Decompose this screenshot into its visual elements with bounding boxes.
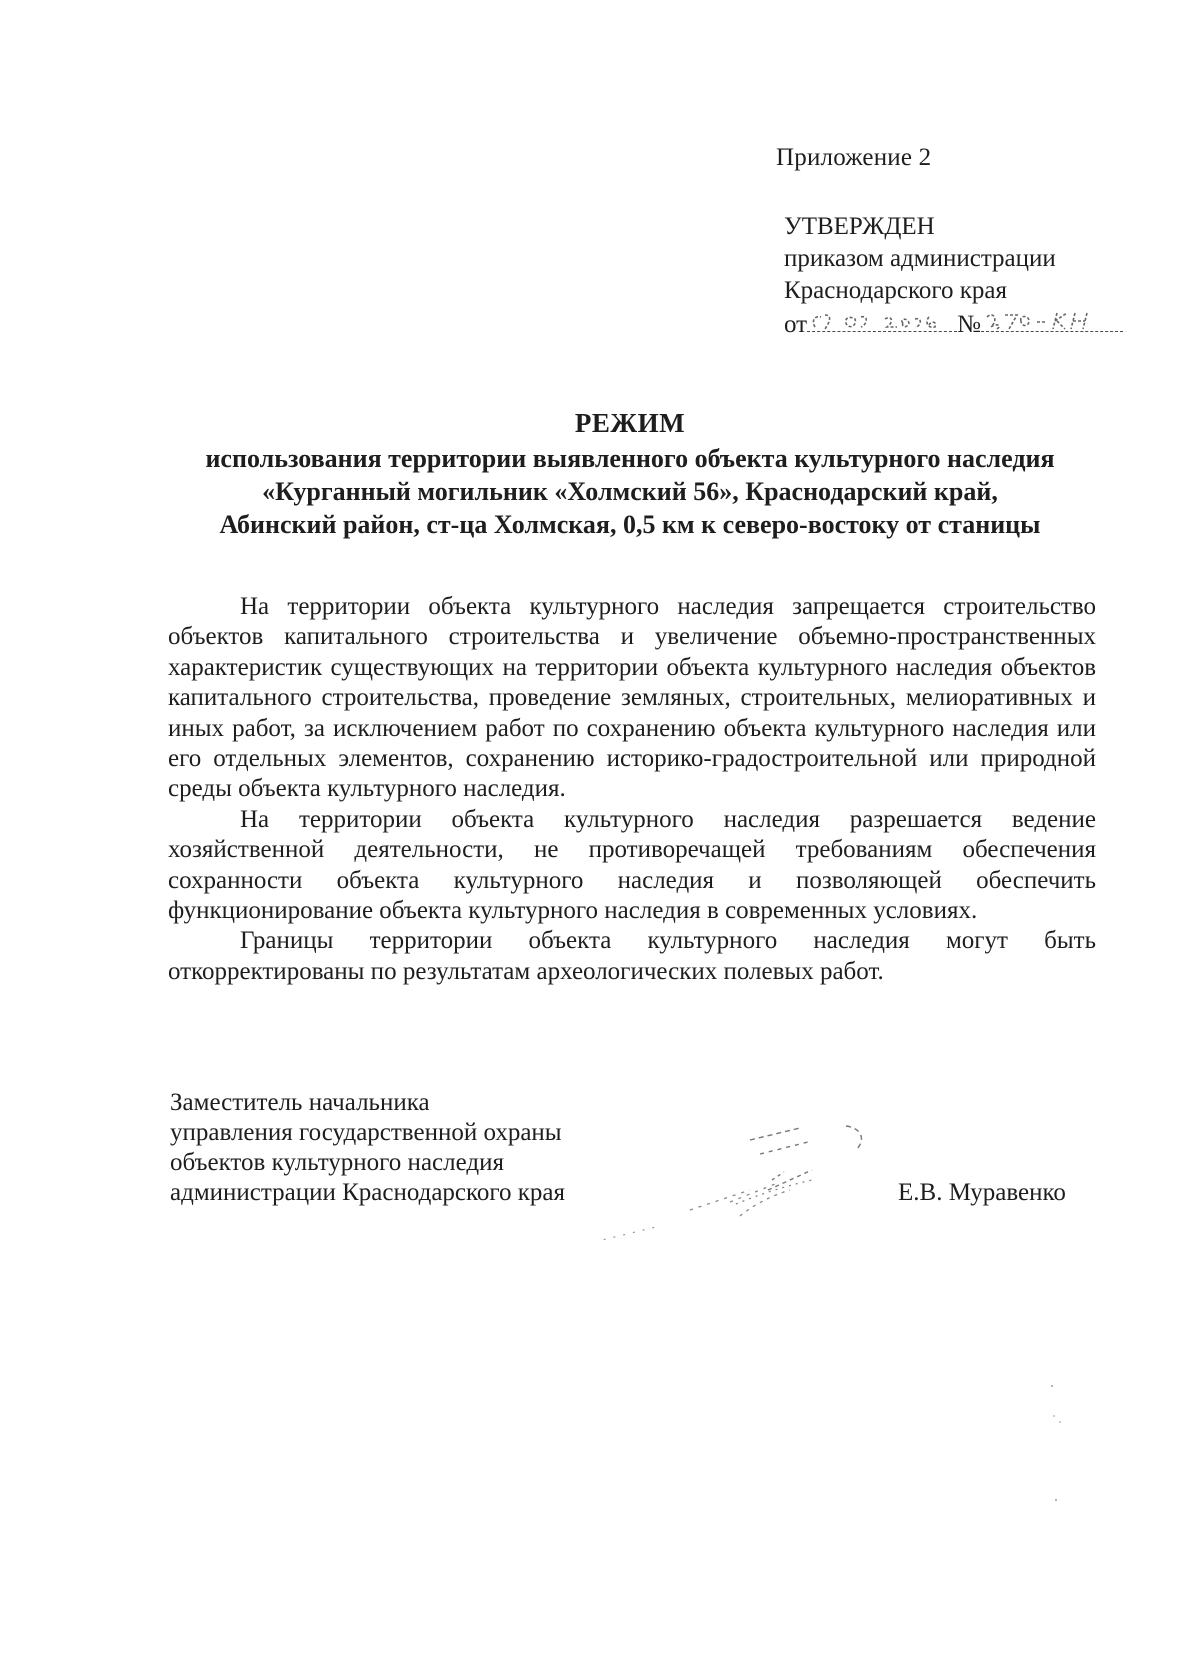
document-title-block xyxy=(160,407,1100,541)
handwritten-signature xyxy=(600,1110,920,1260)
number-sign: № xyxy=(957,311,981,338)
document-subtitle-line-1: использования территории выявленного объекта культурного наследия xyxy=(205,444,1055,473)
approval-stamp-block xyxy=(784,211,1123,341)
approval-order-line-1: приказом администрации xyxy=(784,245,1056,272)
signatory-position-line-4: администрации Краснодарского края xyxy=(170,1179,566,1206)
appendix-label: Приложение 2 xyxy=(776,144,932,171)
signatory-name: Е.В. Муравенко xyxy=(898,1179,1066,1206)
signatory-position-line-3: объектов культурного наследия xyxy=(170,1149,504,1176)
order-date-number-line xyxy=(784,307,1123,341)
document-title: РЕЖИМ xyxy=(574,408,686,438)
document-body xyxy=(168,592,1096,987)
body-paragraph-permission: На территории объекта культурного наследия разрешается ведение хозяйственной деятельности, не противоречащей требованиям обеспечения сохранности объекта культурного наследия и позволяющей обеспечить функционирование объекта культурного наследия в современных условиях. xyxy=(168,805,1096,925)
approval-order-line-2: Краснодарского края xyxy=(784,277,1007,304)
handwritten-number-mark xyxy=(981,307,1123,333)
date-prefix: от xyxy=(784,311,808,338)
body-paragraph-boundaries: Границы территории объекта культурного наследия могут быть откорректированы по результатам археологических полевых работ. xyxy=(168,927,1096,985)
signatory-position-block xyxy=(170,1088,565,1208)
signatory-position-line-1: Заместитель начальника xyxy=(170,1089,430,1116)
document-subtitle-line-2: «Курганный могильник «Холмский 56», Краснодарский край, xyxy=(262,477,998,506)
handwritten-number-field xyxy=(981,307,1123,332)
approved-heading: УТВЕРЖДЕН xyxy=(784,213,935,240)
document-subtitle-line-3: Абинский район, ст-ца Холмская, 0,5 км к северо-востоку от станицы xyxy=(219,510,1041,539)
signatory-position-line-2: управления государственной охраны xyxy=(170,1119,562,1146)
handwritten-date-field xyxy=(807,307,957,332)
body-paragraph-prohibition: На территории объекта культурного наследия запрещается строительство объектов капитального строительства и увеличение объемно-пространственных характеристик существующих на территории объекта культурного наследия объектов капитального строительства, проведение земляных, строительных, мелиоративных и иных работ, за исключением работ по сохранению объекта культурного наследия или его отдельных элементов, сохранению историко-градостроительной или природной среды объекта культурного наследия. xyxy=(168,593,1096,803)
scan-noise xyxy=(1040,1380,1080,1520)
handwritten-date-mark xyxy=(807,307,957,333)
